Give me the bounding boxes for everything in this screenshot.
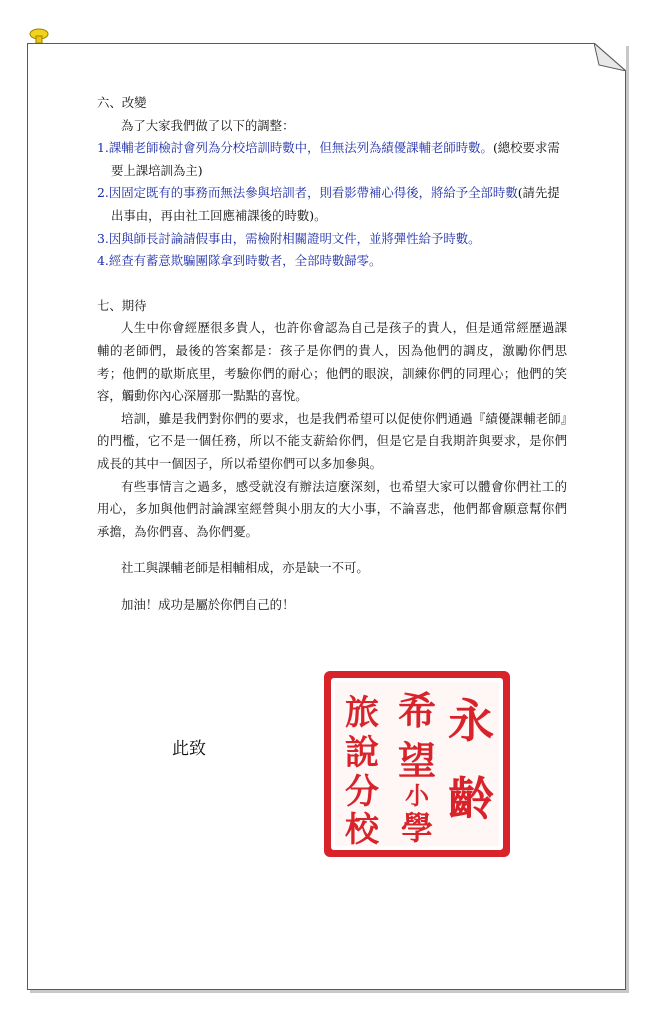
paragraph: 人生中你會經歷很多貴人，也許你會認為自己是孩子的貴人，但是通常經歷過課輔的老師們，最後的答案都是：孩子是你們的貴人，因為他們的調皮，激勵你們思考；他們的歇斯底里，考驗你們的耐心；他們的眼淚，訓練你們的同理心；他們的笑容，觸動你內心深層那一點點的喜悅。 — [97, 320, 567, 404]
paragraph: 有些事情言之過多，感受就沒有辦法這麼深刻，也希望大家可以體會你們社工的用心，多加與他們討論課室經營與小朋友的大小事，不論喜悲，他們都會願意幫你們承擔，為你們喜、為你們憂。 — [97, 478, 567, 539]
seal-char: 說 — [345, 733, 379, 773]
paragraph: 加油！成功是屬於你們自己的！ — [121, 596, 295, 612]
list-item: 1.課輔老師檢討會列為分校培訓時數中，但無法列為績優課輔老師時數。(總校要求需要上課培訓為主) — [97, 140, 560, 178]
seal-char: 齡 — [448, 772, 494, 826]
school-seal — [322, 669, 512, 859]
closing-salutation: 此致 — [172, 739, 206, 759]
paragraph: 培訓，雖是我們對你們的要求，也是我們希望可以促使你們通過『績優課輔老師』的門檻，它不是一個任務，所以不能支薪給你們，但是它是自我期許與要求，是你們成長的其中一個因子，所以希望你們可以多加參與。 — [97, 410, 567, 471]
list-item: 2.因固定既有的事務而無法參與培訓者，則看影帶補心得後，將給予全部時數(請先提出事由，再由社工回應補課後的時數)。 — [97, 185, 560, 223]
seal-char: 旅 — [345, 693, 379, 733]
seal-char: 永 — [448, 694, 494, 748]
paragraph: 社工與課輔老師是相輔相成，亦是缺一不可。 — [121, 560, 369, 576]
seal-char: 望 — [397, 738, 437, 783]
adjustment-list — [97, 137, 567, 273]
seal-char: 小 — [405, 781, 429, 810]
section-6-title: 六、改變 — [97, 95, 147, 110]
section-7-title: 七、期待 — [97, 297, 147, 313]
seal-char: 希 — [397, 688, 437, 733]
page-fold-icon — [594, 43, 626, 71]
list-item: 3.因與師長討論請假事由，需檢附相關證明文件，並將彈性給予時數。 — [97, 230, 481, 246]
seal-char: 校 — [345, 810, 379, 850]
document-body — [97, 92, 567, 616]
seal-char: 學 — [400, 809, 434, 847]
list-item: 4.經查有蓄意欺騙團隊拿到時數者，全部時數歸零。 — [97, 253, 382, 269]
seal-char: 分 — [345, 772, 379, 812]
section-6-intro: 為了大家我們做了以下的調整： — [121, 117, 295, 133]
